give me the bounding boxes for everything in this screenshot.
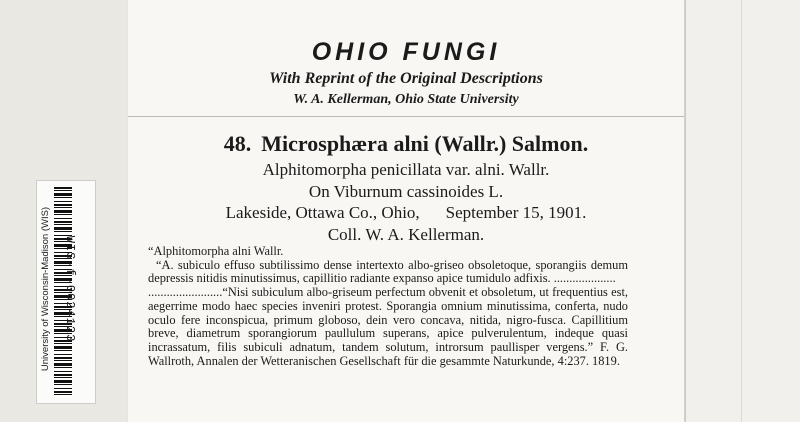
collector: Coll. W. A. Kellerman. [327,225,485,244]
locality-line [128,203,684,223]
locality: Lakeside, Ottawa Co., Ohio, [225,203,420,222]
barcode-id-text: WIS-f-0024123 [63,235,77,343]
species-heading [128,131,684,157]
herbarium-sheet-edge [685,0,800,422]
sheet-fold-line [741,0,742,422]
label-subtitle: With Reprint of the Original Descriptions [269,70,543,87]
exsiccata-number: 48. [223,131,252,156]
description-line: ........................“Nisi subiculum albo-griseum perfectum obvenit et obsoletum, ut frequentius est, aegerrime modo haec species inveniri protest. Sporangia omnium minutissima, conferta, nudo oculo fere inconspicua, primum globoso, dein vero concava, nitida, nigro-fusca. Capillitium breve, diametrum sporangiorum paullulum superans, apice pulverulentum, indeque quasi incrassatum, filis subiculi adnatum, tandem solutum, introrsum paullisper vergens.” F. G. Wallroth, Annalen der Wetteranischen Gesellschaft für die gesammte Naturkunde, 4:237. 1819. [148,285,628,368]
description-line: “A. subiculo effuso subtilissimo dense intertexto albo-griseo obsoletoque, sporangiis demum depressis nitidis minutissimus, capillitio radiante expanso apice tumidulo adfixis. .................... [148,257,628,286]
label-author: W. A. Kellerman, Ohio State University [293,92,519,107]
description-line: “Alphitomorpha alni Wallr. [148,244,284,258]
collection-date: September 15, 1901. [445,203,587,222]
barcode-institution-text: University of Wisconsin-Madison (WIS) [40,206,51,372]
synonym: Alphitomorpha penicillata var. alni. Wallr. [262,160,550,179]
label-header [128,0,684,117]
label-title: OHIO FUNGI [311,38,501,66]
host: On Viburnum cassinoides L. [308,182,504,201]
barcode-label [36,180,96,404]
original-description [148,245,628,368]
species-name: Microsphæra alni (Wallr.) Salmon. [261,131,589,156]
specimen-label [128,0,684,422]
